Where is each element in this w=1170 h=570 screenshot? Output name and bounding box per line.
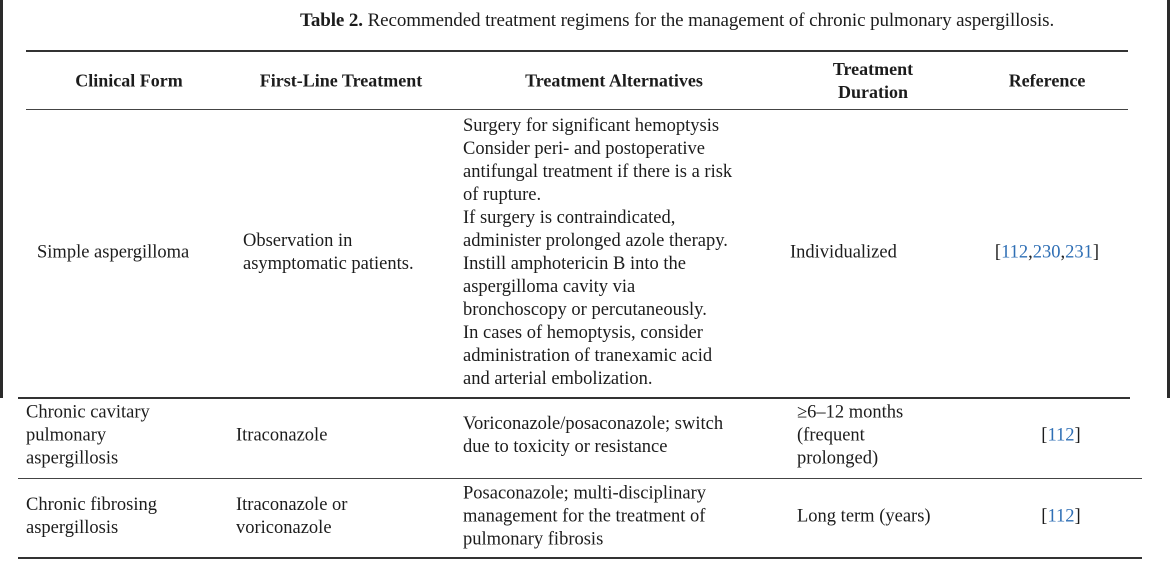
cell-reference [1041,506,1080,529]
column-header-duration-line: Duration [837,82,908,102]
column-header-duration-line: Treatment [832,59,914,79]
table-top-rule [26,50,1128,52]
cell-line: asymptomatic patients. [243,254,414,274]
cell-line: due to toxicity or resistance [463,437,668,457]
reference-bracket: [ [1041,506,1048,527]
cell-line: Individualized [790,242,897,263]
column-header-first-line: First-Line Treatment [259,70,423,91]
cell-clinical-form [26,494,157,540]
cell-line: aspergillosis [26,518,119,538]
cell-alternatives [463,483,706,552]
cell-line: Observation in [243,231,353,251]
reference-bracket: ] [1092,242,1100,263]
cell-line: (frequent [797,425,865,446]
cell-first-line [236,494,347,540]
cell-line: management for the treatment of [463,506,706,527]
cell-line: administration of tranexamic acid [463,346,713,366]
cell-line: aspergilloma cavity via [463,277,636,297]
cell-alternatives [463,413,723,459]
cell-line: Surgery for significant hemoptysis [463,116,720,136]
cell-line: Itraconazole [236,425,328,446]
cell-clinical-form [37,242,189,265]
row-divider [18,397,1130,399]
cell-line: ≥6–12 months [797,402,904,423]
cell-line: If surgery is contraindicated, [463,208,676,228]
cell-first-line [243,230,414,276]
column-header-reference: Reference [1008,70,1086,91]
reference-bracket: [ [994,242,1002,263]
reference-bracket: ] [1074,506,1081,527]
reference-bracket: [ [1041,425,1048,446]
table-caption [300,10,1054,32]
cell-line: Consider peri- and postoperative [463,139,705,159]
cell-line: administer prolonged azole therapy. [463,231,728,251]
page-edge-left [0,0,3,398]
cell-line: bronchoscopy or percutaneously. [463,300,707,320]
table-header-rule [26,109,1128,110]
citation-link[interactable]: 231 [1065,242,1093,263]
cell-duration [797,402,903,471]
cell-line: Long term (years) [797,506,931,527]
cell-alternatives [463,115,732,391]
table-caption-label: Table 2. [300,10,363,31]
reference-bracket: ] [1074,425,1081,446]
cell-line: Simple aspergilloma [37,242,190,263]
cell-line: antifungal treatment if there is a risk [463,162,733,182]
cell-line: prolonged) [797,448,879,469]
cell-line: voriconazole [236,518,332,538]
cell-duration [797,506,931,529]
citation-link[interactable]: 112 [1047,425,1075,446]
cell-reference [1041,425,1080,448]
citation-link[interactable]: 112 [1047,506,1075,527]
citation-link[interactable]: 112 [1001,242,1029,263]
cell-line: In cases of hemoptysis, consider [463,323,703,343]
cell-line: Instill amphotericin B into the [463,254,686,274]
cell-reference [995,242,1099,265]
cell-line: pulmonary fibrosis [463,529,604,550]
cell-clinical-form [26,402,150,471]
cell-line: of rupture. [463,185,542,205]
cell-line: Chronic cavitary [26,402,150,423]
table-bottom-rule [18,557,1142,559]
column-header-duration [833,58,913,104]
citation-link[interactable]: 230 [1032,242,1061,263]
cell-line: aspergillosis [26,448,119,469]
reference-separator: , [1060,242,1066,263]
table-caption-text: Recommended treatment regimens for the management of chronic pulmonary aspergillosis. [367,10,1055,31]
reference-separator: , [1028,242,1033,263]
cell-line: Voriconazole/posaconazole; switch [463,414,724,434]
cell-line: Posaconazole; multi-disciplinary [463,483,707,504]
row-divider [18,478,1142,479]
column-header-clinical-form: Clinical Form [75,70,183,91]
cell-line: Itraconazole or [236,495,348,515]
cell-line: Chronic fibrosing [26,495,158,515]
column-header-alternatives: Treatment Alternatives [525,70,703,91]
cell-line: and arterial embolization. [463,369,653,389]
cell-duration [790,242,897,265]
cell-first-line [236,425,327,448]
cell-line: pulmonary [26,425,107,446]
